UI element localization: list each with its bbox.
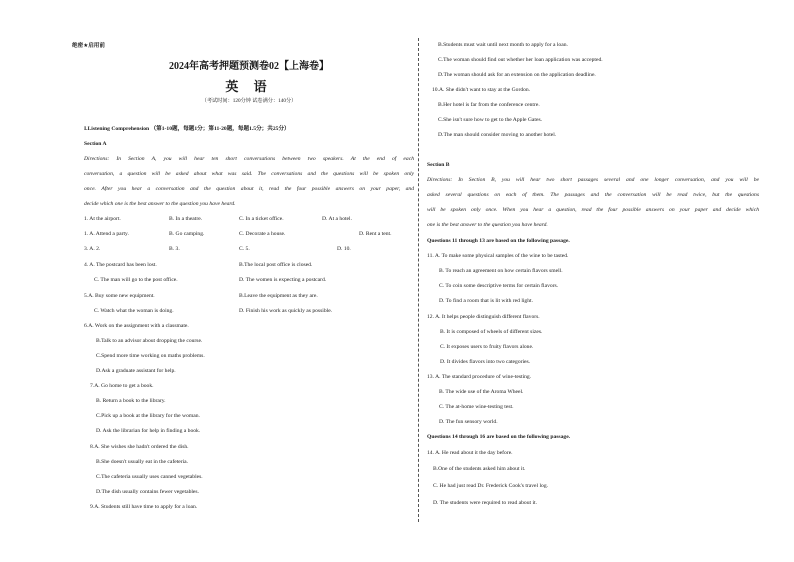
option-b: B. The wide use of the Aroma Wheel. [439, 389, 524, 395]
option-b: B.She doesn't usually eat in the cafeteria. [96, 459, 189, 465]
section-b-heading: Section B [427, 162, 450, 168]
option-c: C.Pick up a book at the library for the woman. [96, 413, 200, 419]
right-column [425, 0, 760, 562]
option-c: C.The cafeteria usually uses canned vegetables. [96, 474, 203, 480]
option-b: B. Go camping. [169, 231, 205, 237]
option-c: C. To coin some descriptive terms for certain flavors. [439, 283, 559, 289]
q11-13-heading: Questions 11 through 13 are based on the following passage. [427, 238, 570, 244]
option-c: C.The woman should find out whether her loan application was accepted. [438, 57, 603, 63]
option-c: C.Spend more time working on maths problems. [96, 353, 205, 359]
option-b: B.Her hotel is far from the conference centre. [438, 102, 540, 108]
directions-b-line: one is the best answer to the question you have heard. [427, 222, 548, 228]
option-d: D. The women is expecting a postcard. [239, 277, 327, 283]
option-d: D.The man should consider moving to another hotel. [438, 132, 557, 138]
option-a: 10.A. She didn't want to stay at the Gordon. [432, 87, 531, 93]
option-b: B. 3. [169, 246, 180, 252]
option-d: D. The fun sensory world. [439, 419, 498, 425]
q14-16-heading: Questions 14 through 16 are based on the following passage. [427, 434, 571, 440]
directions-b-line: will be spoken only once. When you hear a question, read the four possible answers on your paper and decide which [427, 207, 759, 213]
option-a: 13. A. The standard procedure of wine-testing. [427, 374, 532, 380]
secret-label: 绝密★启用前 [72, 43, 105, 49]
question-9-option-a: 9.A. Students still have time to apply for a loan. [90, 504, 198, 510]
option-d: D. Ask the librarian for help in finding a book. [96, 428, 201, 434]
directions-a-line: Directions: In Section A, you will hear ten short conversations between two speakers. At the end of each [84, 156, 414, 162]
option-a: 5.A. Buy some new equipment. [84, 293, 155, 299]
directions-b-line: Directions: In Section B, you will hear two short passages several and one longer conversation, and you will be [427, 177, 759, 183]
option-c: C. Decorate a house. [239, 231, 286, 237]
option-c: C. The at-home wine-testing test. [439, 404, 514, 410]
option-a: 12. A. It helps people distinguish different flavors. [427, 314, 540, 320]
option-d: D. The students were required to read about it. [433, 500, 537, 506]
option-d: D.The dish usually contains fewer vegetables. [96, 489, 199, 495]
option-d: D.The woman should ask for an extension on the application deadline. [438, 72, 596, 78]
directions-a-line: conversation, a question will be asked about what was said. The conversations and the questions will be spoken only [84, 171, 414, 177]
option-d: D. Finish his work as quickly as possible. [239, 308, 333, 314]
option-a: 3. A. 2. [84, 246, 101, 252]
option-b: B.Students must wait until next month to apply for a loan. [438, 42, 568, 48]
option-c: C. In a ticket office. [239, 216, 284, 222]
option-a: 1. A. Attend a party. [84, 231, 129, 237]
option-d: D. 10. [337, 246, 351, 252]
option-c: C. The man will go to the post office. [94, 277, 178, 283]
option-b: B.Talk to an advisor about dropping the course. [96, 338, 203, 344]
directions-a-line: once. After you hear a conversation and the question about it, read the four possible answers on your paper, and [84, 186, 414, 192]
directions-a-line: decide which one is the best answer to the question you have heard. [84, 201, 236, 207]
option-b: B.The local post office is closed. [239, 262, 313, 268]
exam-info: （考试时间：120分钟 试卷满分：140分） [201, 98, 297, 104]
option-a: 8.A. She wishes she hadn't ordered the dish. [90, 444, 189, 450]
option-a: 1. At the airport. [84, 216, 121, 222]
option-a: 4. A. The postcard has been lost. [84, 262, 157, 268]
option-a: 11. A. To make some physical samples of the wine to be tasted. [427, 253, 569, 259]
exam-subject: 英 语 [225, 79, 273, 94]
option-c: C. 5. [239, 246, 250, 252]
option-d: D. Rent a tent. [359, 231, 392, 237]
option-d: D. At a hotel. [322, 216, 352, 222]
option-a: 6.A. Work on the assignment with a classmate. [84, 323, 189, 329]
option-b: B.Leave the equipment as they are. [239, 293, 318, 299]
part1-heading: I.Listening Comprehension （第1-10题，每题1分；第11-20题，每题1.5分；共25分） [84, 126, 290, 132]
option-c: C. Watch what the woman is doing. [94, 308, 174, 314]
option-a: 14. A. He read about it the day before. [427, 450, 513, 456]
section-a-heading: Section A [84, 141, 107, 147]
column-divider [418, 38, 419, 522]
option-d: D. To find a room that is lit with red light. [439, 298, 533, 304]
left-column [84, 0, 414, 562]
option-b: B. To reach an agreement on how certain flavors smell. [439, 268, 563, 274]
option-c: C. He had just read Dr. Frederick Cook's travel log. [433, 483, 549, 489]
option-c: C.She isn't sure how to get to the Apple Gates. [438, 117, 543, 123]
option-d: D. It divides flavors into two categories. [440, 359, 531, 365]
exam-title: 2024年高考押题预测卷02【上海卷】 [169, 61, 329, 72]
option-a: 7.A. Go home to get a book. [90, 383, 154, 389]
option-c: C. It exposes users to fruity flavors alone. [440, 344, 534, 350]
directions-b-line: asked several questions on each of them. The passages and the conversation will be read twice, but the questions [427, 192, 759, 198]
option-b: B. Return a book to the library. [96, 398, 166, 404]
option-b: B.One of the students asked him about it. [433, 466, 526, 472]
option-d: D.Ask a graduate assistant for help. [96, 368, 176, 374]
option-b: B. It is composed of wheels of different sizes. [440, 329, 543, 335]
option-b: B. In a theatre. [169, 216, 203, 222]
